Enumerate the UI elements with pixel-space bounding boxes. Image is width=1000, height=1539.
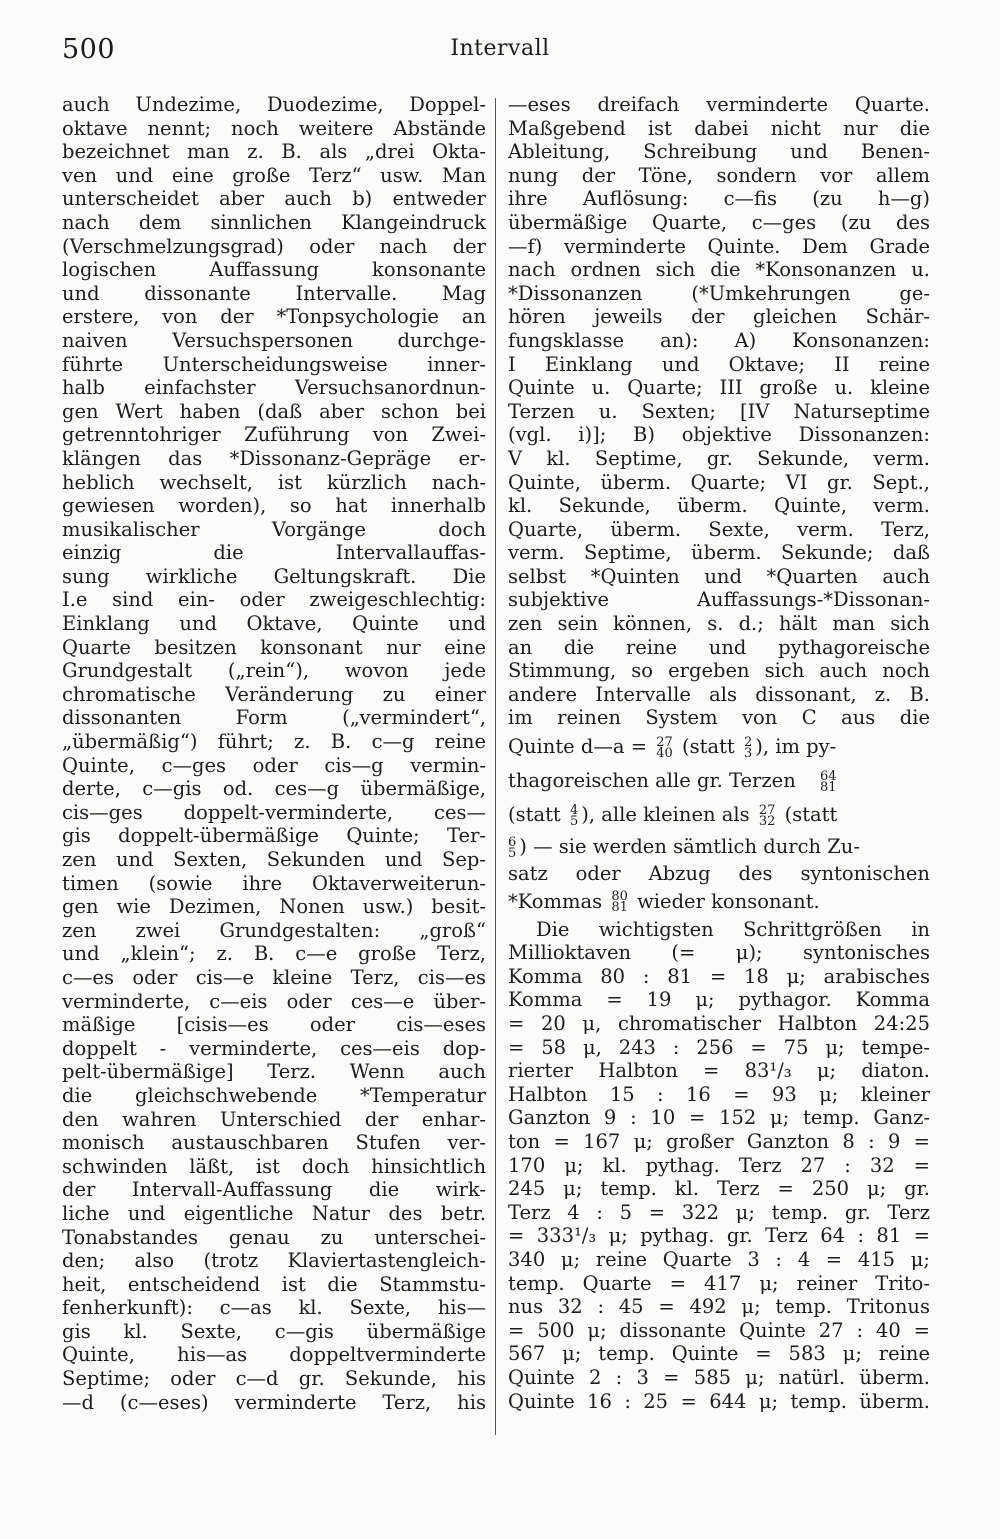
text-line: nus 32 : 45 = 492 μ; temp. Tritonus [508, 1295, 930, 1319]
text-line: übermäßige Quarte, c—ges (zu des [508, 210, 930, 234]
text-line: getrenntohriger Zuführung von Zwei- [62, 423, 486, 447]
column-divider [495, 98, 496, 1435]
text-line: hören jeweils der gleichen Schär- [508, 305, 930, 329]
text-line: logischen Auffassung konsonante [62, 258, 486, 282]
text-line: —f) verminderte Quinte. Dem Grade [508, 234, 930, 258]
text-line: halb einfachster Versuchsanordnun- [62, 376, 486, 400]
text-line: temp. Quarte = 417 μ; reiner Trito- [508, 1271, 930, 1295]
formula-line [508, 886, 930, 918]
text-line: Quinte 2 : 3 = 585 μ; natürl. überm. [508, 1365, 930, 1389]
text-line: verm. Septime, überm. Sekunde; daß [508, 541, 930, 565]
text-line: Quinte, his—as doppeltverminderte [62, 1343, 486, 1367]
text-line: Halbton 15 : 16 = 93 μ; kleiner [508, 1082, 930, 1106]
text-line: ton = 167 μ; großer Ganzton 8 : 9 = [508, 1129, 930, 1153]
formula-line [508, 798, 930, 832]
text-line: mäßige [cisis—es oder cis—eses [62, 1013, 486, 1037]
text-line: timen (sowie ihre Oktaverweiterun- [62, 871, 486, 895]
text-line: Grundgestalt („rein“), wovon jede [62, 659, 486, 683]
text-line: unterscheidet aber auch b) entweder [62, 187, 486, 211]
text-line: Millioktaven (= μ); syntonisches [508, 941, 930, 965]
text-line: Quarte besitzen konsonant nur eine [62, 635, 486, 659]
text-line: erstere, von der *Tonpsychologie an [62, 305, 486, 329]
text-line: oktave nennt; noch weitere Abstände [62, 116, 486, 140]
text-line: —eses dreifach verminderte Quarte. [508, 93, 930, 116]
formula-text: (statt [682, 735, 735, 759]
text-line: schwinden läßt, ist doch hinsichtlich [62, 1154, 486, 1178]
text-line: Quinte, c—ges oder cis—g vermin- [62, 753, 486, 777]
text-line: fungsklasse an): A) Konsonanzen: [508, 328, 930, 352]
text-line: kl. Sekunde, überm. Quinte, verm. [508, 494, 930, 518]
text-line: (vgl. i)]; B) objektive Dissonanzen: [508, 423, 930, 447]
text-line: den wahren Unterschied der enhar- [62, 1107, 486, 1131]
fraction: 4 5 [569, 802, 579, 829]
text-line: Ableitung, Schreibung und Benen- [508, 140, 930, 164]
text-line: und „klein“; z. B. c—e große Terz, [62, 942, 486, 966]
fraction: 80 81 [611, 889, 628, 916]
text-line: musikalischer Vorgänge doch [62, 517, 486, 541]
text-line: gewiesen worden), so hat innerhalb [62, 494, 486, 518]
formula-text: (statt [508, 803, 561, 827]
formula-text: ), im py- [755, 735, 837, 759]
text-line: cis—ges doppelt-verminderte, ces— [62, 800, 486, 824]
text-line: Einklang und Oktave, Quinte und [62, 612, 486, 636]
text-line: dissonanten Form („vermindert“, [62, 706, 486, 730]
text-line: „übermäßig“) führt; z. B. c—g reine [62, 730, 486, 754]
page-number: 500 [62, 34, 116, 65]
text-line: (Verschmelzungsgrad) oder nach der [62, 234, 486, 258]
formula-text: ), alle kleinen als [581, 803, 750, 827]
text-line: gen wie Dezimen, Nonen usw.) besit- [62, 895, 486, 919]
fraction: 27 32 [758, 802, 776, 829]
text-line: chromatische Veränderung zu einer [62, 682, 486, 706]
text-line: Terz 4 : 5 = 322 μ; temp. gr. Terz [508, 1200, 930, 1224]
text-line: Quinte, überm. Quarte; VI gr. Sept., [508, 470, 930, 494]
text-line: 170 μ; kl. pythag. Terz 27 : 32 = [508, 1153, 930, 1177]
text-line: sung wirkliche Geltungskraft. Die [62, 564, 486, 588]
running-head: Intervall [450, 36, 550, 61]
fraction: 64 81 [819, 768, 837, 795]
formula-text: Quinte d—a = [508, 735, 648, 759]
text-line: = 333¹/₃ μ; pythag. gr. Terz 64 : 81 = [508, 1224, 930, 1248]
text-line: auch Undezime, Duodezime, Doppel- [62, 93, 486, 116]
formula-line [508, 764, 930, 798]
text-line: Terzen u. Sexten; [IV Naturseptime [508, 399, 930, 423]
text-line: 245 μ; temp. kl. Terz = 250 μ; gr. [508, 1177, 930, 1201]
text-line: der Intervall-Auffassung die wirk- [62, 1178, 486, 1202]
text-line: selbst *Quinten und *Quarten auch [508, 564, 930, 588]
formula-text: thagoreischen alle gr. Terzen [508, 769, 796, 793]
formula-text: (statt [784, 803, 838, 827]
formula-text: ) — sie werden sämtlich durch Zu- [519, 835, 860, 859]
text-line: naiven Versuchspersonen durchge- [62, 328, 486, 352]
fraction: 2 3 [743, 734, 753, 761]
text-line: doppelt - verminderte, ces—eis dop- [62, 1036, 486, 1060]
text-line: Maßgebend ist dabei nicht nur die [508, 116, 930, 140]
text-line: Komma 80 : 81 = 18 μ; arabisches [508, 964, 930, 988]
text-line: heit, entscheidend ist die Stammstu- [62, 1272, 486, 1296]
text-line: = 20 μ, chromatischer Halbton 24:25 [508, 1012, 930, 1035]
text-line: heblich wechselt, ist kürzlich nach- [62, 470, 486, 494]
text-line: derte, c—gis od. ces—g übermäßige, [62, 777, 486, 801]
formula-line: satz oder Abzug des syntonischen [508, 862, 930, 886]
formula-text: *Kommas [508, 889, 603, 913]
left-column [62, 93, 486, 1414]
text-line: ven und eine große Terz“ usw. Man [62, 163, 486, 187]
text-line: andere Intervalle als dissonant, z. B. [508, 682, 930, 706]
formula-line [508, 832, 930, 862]
text-line: bezeichnet man z. B. als „drei Okta- [62, 140, 486, 164]
fraction: 6 5 [508, 834, 517, 861]
fraction: 27 40 [656, 734, 673, 761]
text-line: den; also (trotz Klaviertastengleich- [62, 1249, 486, 1273]
text-line: V kl. Septime, gr. Sekunde, verm. [508, 446, 930, 470]
text-line: nach ordnen sich die *Konsonanzen u. [508, 258, 930, 282]
formula-line [508, 730, 930, 764]
text-line: rierter Halbton = 83¹/₃ μ; diaton. [508, 1059, 930, 1083]
text-line: c—es oder cis—e kleine Terz, cis—es [62, 965, 486, 989]
text-line: —d (c—eses) verminderte Terz, his [62, 1390, 486, 1414]
text-line: I Einklang und Oktave; II reine [508, 352, 930, 376]
text-line: im reinen System von C aus die [508, 706, 930, 730]
text-line: Ganzton 9 : 10 = 152 μ; temp. Ganz- [508, 1106, 930, 1130]
text-line: monisch austauschbaren Stufen ver- [62, 1131, 486, 1155]
text-line: führte Unterscheidungsweise inner- [62, 352, 486, 376]
text-line: gis kl. Sexte, c—gis übermäßige [62, 1319, 486, 1343]
text-line: zen und Sexten, Sekunden und Sep- [62, 848, 486, 871]
text-line: 340 μ; reine Quarte 3 : 4 = 415 μ; [508, 1247, 930, 1271]
text-line: nach dem sinnlichen Klangeindruck [62, 210, 486, 234]
text-line: *Dissonanzen (*Umkehrungen ge- [508, 281, 930, 305]
text-line: Stimmung, so ergeben sich auch noch [508, 659, 930, 683]
text-line: Komma = 19 μ; pythagor. Komma [508, 988, 930, 1012]
text-line: 567 μ; temp. Quinte = 583 μ; reine [508, 1342, 930, 1366]
text-line: an die reine und pythagoreische [508, 635, 930, 659]
text-line: gen Wert haben (daß aber schon bei [62, 399, 486, 423]
text-line: Die wichtigsten Schrittgrößen in [536, 917, 930, 941]
text-line: ihre Auflösung: c—fis (zu h—g) [508, 187, 930, 211]
text-line: = 58 μ, 243 : 256 = 75 μ; tempe- [508, 1035, 930, 1059]
text-line: Tonabstandes genau zu unterschei- [62, 1225, 486, 1249]
text-line: Quinte u. Quarte; III große u. kleine [508, 376, 930, 400]
text-line: verminderte, c—eis oder ces—e über- [62, 989, 486, 1013]
text-line: und dissonante Intervalle. Mag [62, 281, 486, 305]
formula-text: wieder konsonant. [637, 889, 820, 913]
text-line: zen sein können, s. d.; hält man sich [508, 612, 930, 636]
text-line: Quinte 16 : 25 = 644 μ; temp. überm. [508, 1389, 930, 1413]
text-line: nung der Töne, sondern vor allem [508, 163, 930, 187]
text-line: gis doppelt-übermäßige Quinte; Ter- [62, 824, 486, 848]
text-line: Quarte, überm. Sexte, verm. Terz, [508, 517, 930, 541]
text-line: pelt-übermäßige] Terz. Wenn auch [62, 1060, 486, 1084]
text-line: Septime; oder c—d gr. Sekunde, his [62, 1367, 486, 1391]
text-line: klängen das *Dissonanz-Gepräge er- [62, 446, 486, 470]
text-line: liche und eigentliche Natur des betr. [62, 1201, 486, 1225]
right-column [508, 93, 930, 1413]
text-line: subjektive Auffassungs-*Dissonan- [508, 588, 930, 612]
text-line: einzig die Intervallauffas- [62, 541, 486, 565]
text-line: zen zwei Grundgestalten: „groß“ [62, 918, 486, 942]
text-line: I.e sind ein- oder zweigeschlechtig: [62, 588, 486, 612]
text-line: fenherkunft): c—as kl. Sexte, his— [62, 1296, 486, 1320]
text-line: die gleichschwebende *Temperatur [62, 1083, 486, 1107]
text-line: = 500 μ; dissonante Quinte 27 : 40 = [508, 1318, 930, 1342]
